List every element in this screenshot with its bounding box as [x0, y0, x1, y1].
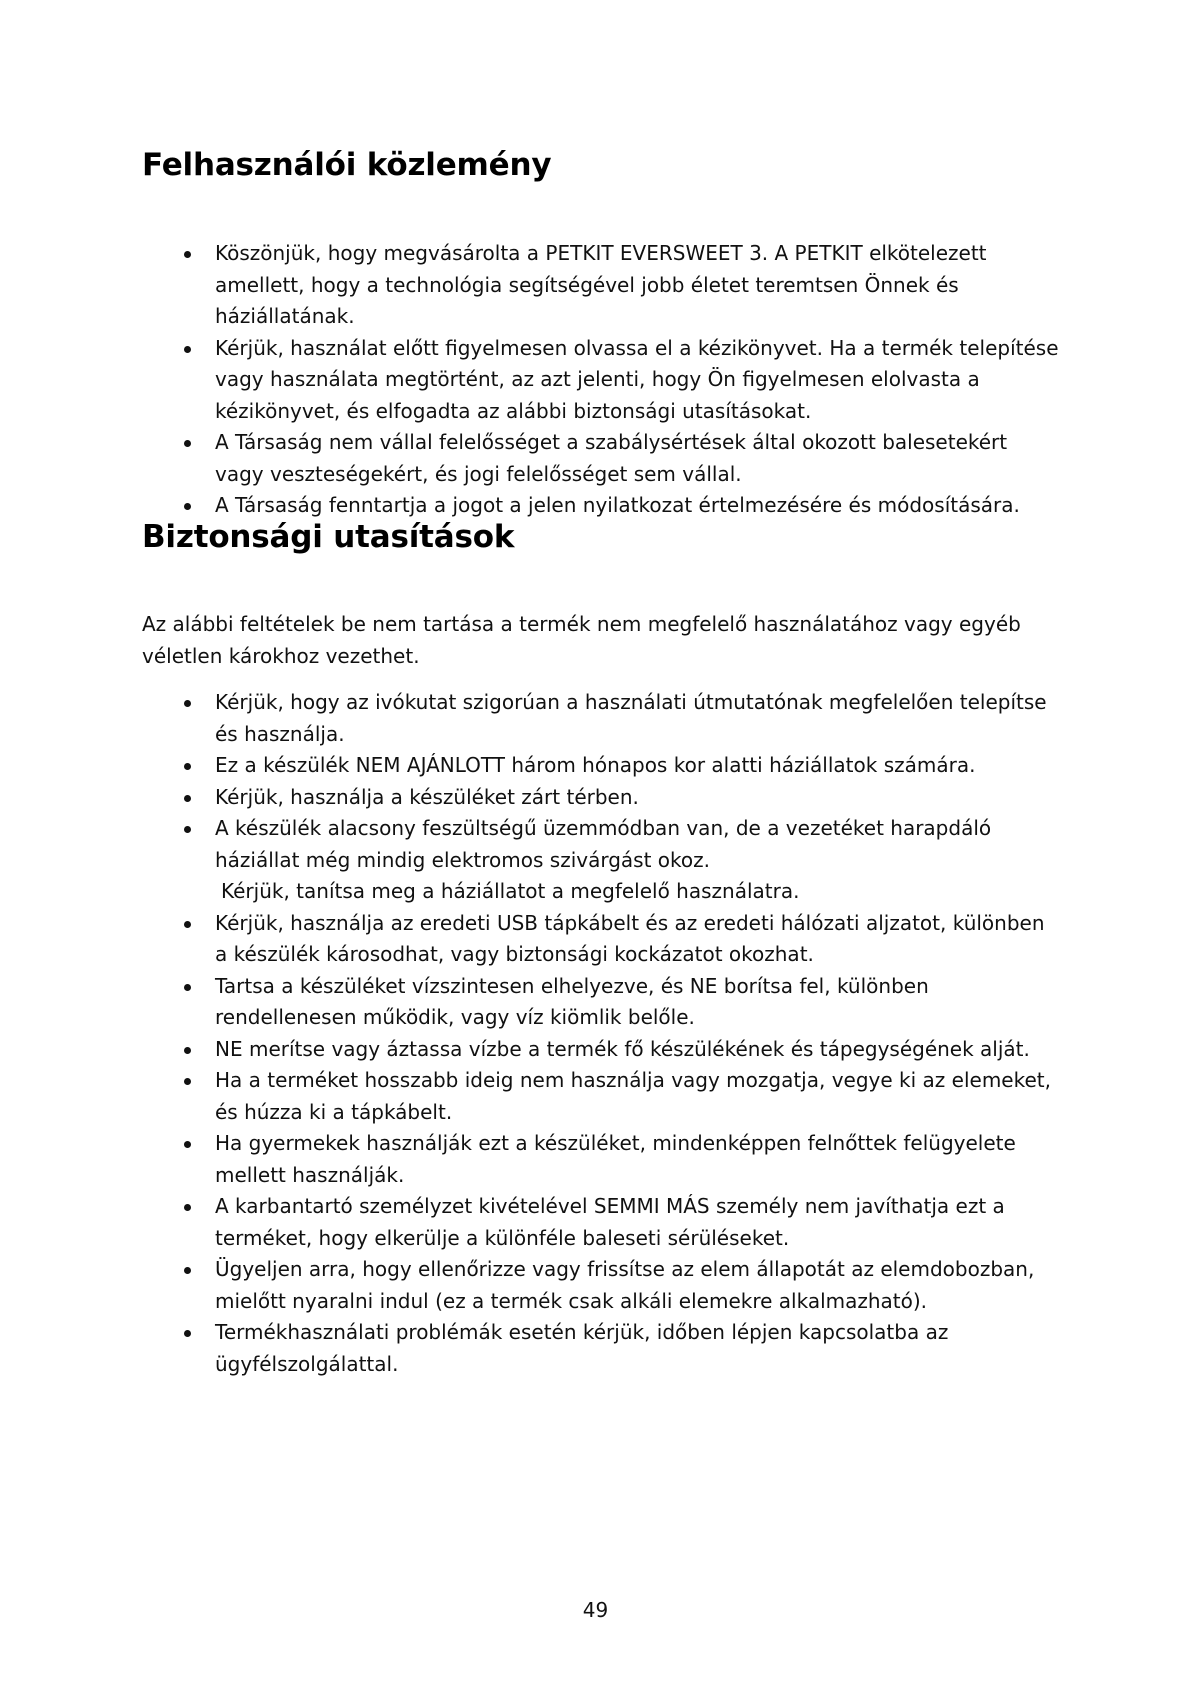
list-item [142, 1128, 1062, 1191]
safety-item-text: Ha gyermekek használják ezt a készüléket, mindenképpen felnőttek felügyelete mellett használják. [215, 1131, 1016, 1187]
bullet-icon [184, 984, 191, 991]
bullet-icon [184, 1141, 191, 1148]
notice-list [142, 238, 1062, 522]
list-item [142, 687, 1062, 750]
safety-item-text: Termékhasználati problémák esetén kérjük, időben lépjen kapcsolatba az ügyfélszolgálattal. [215, 1320, 949, 1376]
bullet-icon [184, 1204, 191, 1211]
bullet-icon [184, 1330, 191, 1337]
bullet-icon [184, 763, 191, 770]
safety-item-extra-text: Kérjük, tanítsa meg a háziállatot a megfelelő használatra. [221, 879, 800, 903]
notice-item-text: Köszönjük, hogy megvásárolta a PETKIT EVERSWEET 3. A PETKIT elkötelezett amellett, hogy a technológia segítségével jobb életet teremtsen Önnek és háziállatának. [215, 241, 987, 328]
list-item [142, 1191, 1062, 1254]
bullet-icon [184, 700, 191, 707]
notice-heading: Felhasználói közlemény [142, 147, 552, 183]
list-item [142, 333, 1062, 428]
page-number: 49 [582, 1598, 609, 1622]
bullet-icon [184, 1047, 191, 1054]
safety-item-text: Ez a készülék NEM AJÁNLOTT három hónapos kor alatti háziállatok számára. [215, 753, 976, 777]
safety-intro: Az alábbi feltételek be nem tartása a termék nem megfelelő használatához vagy egyéb véletlen károkhoz vezethet. [142, 612, 1021, 668]
list-item [142, 813, 1062, 908]
list-item [142, 750, 1062, 782]
list-item [142, 908, 1062, 971]
bullet-icon [184, 251, 191, 258]
bullet-icon [184, 1267, 191, 1274]
list-item [142, 971, 1062, 1034]
safety-item-text: Ha a terméket hosszabb ideig nem használja vagy mozgatja, vegye ki az elemeket, és húzza ki a tápkábelt. [215, 1068, 1051, 1124]
bullet-icon [184, 1078, 191, 1085]
list-item [142, 1034, 1062, 1066]
safety-list [142, 687, 1062, 1380]
notice-item-text: A Társaság nem vállal felelősséget a szabálysértések által okozott balesetekért vagy veszteségekért, és jogi felelősséget sem vállal. [215, 430, 1008, 486]
list-item [142, 782, 1062, 814]
safety-item-text: Kérjük, hogy az ivókutat szigorúan a használati útmutatónak megfelelően telepítse és használja. [215, 690, 1047, 746]
safety-item-text: NE merítse vagy áztassa vízbe a termék fő készülékének és tápegységének alját. [215, 1036, 1030, 1061]
safety-item-text: A karbantartó személyzet kivételével SEMMI MÁS személy nem javíthatja ezt a terméket, hogy elkerülje a különféle baleseti sérüléseket. [215, 1194, 1005, 1250]
bullet-icon [184, 346, 191, 353]
list-item [142, 427, 1062, 490]
safety-item-text: Kérjük, használja a készüléket zárt térben. [215, 784, 639, 809]
bullet-icon [184, 503, 191, 510]
notice-item-text: Kérjük, használat előtt figyelmesen olvassa el a kézikönyvet. Ha a termék telepítése vagy használata megtörtént, az azt jelenti, hogy Ön figyelmesen elolvasta a kézikönyvet, és elfogadta az alábbi biztonsági utasításokat. [215, 335, 1059, 423]
safety-item-text: Kérjük, használja az eredeti USB tápkábelt és az eredeti hálózati aljzatot, különben a készülék károsodhat, vagy biztonsági kockázatot okozhat. [215, 910, 1045, 966]
list-item [142, 1254, 1062, 1317]
bullet-icon [184, 826, 191, 833]
safety-heading: Biztonsági utasítások [142, 519, 515, 555]
list-item [142, 1317, 1062, 1380]
safety-item-text: A készülék alacsony feszültségű üzemmódban van, de a vezetéket harapdáló háziállat még mindig elektromos szivárgást okoz. [215, 816, 992, 872]
bullet-icon [184, 795, 191, 802]
list-item [142, 238, 1062, 333]
safety-item-text: Tartsa a készüléket vízszintesen elhelyezve, és NE borítsa fel, különben rendellenesen működik, vagy víz kiömlik belőle. [215, 973, 929, 1029]
safety-item-text: Ügyeljen arra, hogy ellenőrizze vagy frissítse az elem állapotát az elemdobozban, mielőtt nyaralni indul (ez a termék csak alkáli elemekre alkalmazható). [215, 1257, 1035, 1313]
list-item [142, 1065, 1062, 1128]
bullet-icon [184, 440, 191, 447]
notice-item-text: A Társaság fenntartja a jogot a jelen nyilatkozat értelmezésére és módosítására. [215, 493, 1020, 517]
bullet-icon [184, 921, 191, 928]
